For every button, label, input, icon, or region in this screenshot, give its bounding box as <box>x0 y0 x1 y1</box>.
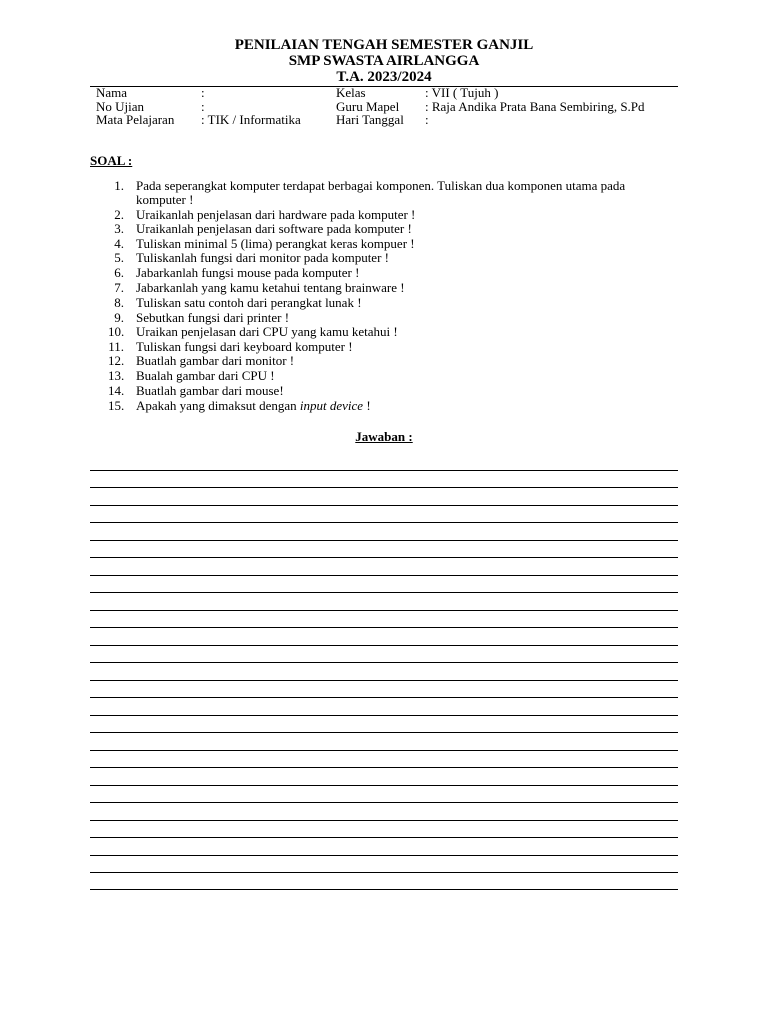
question-text: Jabarkanlah yang kamu ketahui tentang brainware ! <box>136 280 405 295</box>
answer-line <box>90 872 678 873</box>
question-number: 2. <box>114 207 124 222</box>
question-text-after: ! <box>363 398 371 413</box>
question-number: 3. <box>114 221 124 236</box>
answer-line <box>90 575 678 576</box>
nama-label: Nama <box>96 85 128 100</box>
question-text: Jabarkanlah fungsi mouse pada komputer ! <box>136 265 360 280</box>
question-text: Sebutkan fungsi dari printer ! <box>136 310 290 325</box>
question-text: Tuliskan satu contoh dari perangkat lunak ! <box>136 295 362 310</box>
soal-heading: SOAL : <box>90 153 133 168</box>
question-text <box>136 399 676 413</box>
answer-line <box>90 645 678 646</box>
question-number: 14. <box>108 383 125 398</box>
answer-line <box>90 662 678 663</box>
question-number: 1. <box>114 178 124 193</box>
guru-mapel-label: Guru Mapel <box>336 99 400 114</box>
question-text: Tuliskanlah fungsi dari monitor pada komputer ! <box>136 250 389 265</box>
answer-line <box>90 557 678 558</box>
mata-pelajaran-label: Mata Pelajaran <box>96 112 175 127</box>
hari-tanggal-value: : <box>425 112 429 127</box>
question-number: 11. <box>108 339 124 354</box>
guru-mapel-value: : Raja Andika Prata Bana Sembiring, S.Pd <box>425 99 645 114</box>
question-text: Uraikanlah penjelasan dari software pada komputer ! <box>136 221 412 236</box>
question-number: 5. <box>114 250 124 265</box>
question-text: Buatlah gambar dari mouse! <box>136 383 284 398</box>
answer-line <box>90 697 678 698</box>
question-number: 13. <box>108 368 125 383</box>
nama-value: : <box>201 85 205 100</box>
question-text: Uraikanlah penjelasan dari hardware pada komputer ! <box>136 207 416 222</box>
answer-line <box>90 505 678 506</box>
answer-line <box>90 785 678 786</box>
question-text-before: Apakah yang dimaksut dengan <box>136 398 300 413</box>
jawaban-heading: Jawaban : <box>355 429 413 444</box>
question-text: Bualah gambar dari CPU ! <box>136 368 275 383</box>
academic-year: T.A. 2023/2024 <box>336 69 432 85</box>
info-top-rule <box>90 86 678 87</box>
answer-line <box>90 750 678 751</box>
question-number: 8. <box>114 295 124 310</box>
exam-title: PENILAIAN TENGAH SEMESTER GANJIL <box>234 37 534 53</box>
question-text-italic: input device <box>299 398 364 413</box>
answer-line <box>90 522 678 523</box>
question-number: 9. <box>114 310 124 325</box>
question-text: Pada seperangkat komputer terdapat berbagai komponen. Tuliskan dua komponen utama pada komputer ! <box>136 178 626 207</box>
question-number: 15. <box>108 398 125 413</box>
mata-pelajaran-value: : TIK / Informatika <box>201 112 301 127</box>
answer-line <box>90 540 678 541</box>
answer-line <box>90 889 678 890</box>
kelas-value: : VII ( Tujuh ) <box>425 85 499 100</box>
no-ujian-value: : <box>201 99 205 114</box>
question-text: Buatlah gambar dari monitor ! <box>136 353 295 368</box>
school-name: SMP SWASTA AIRLANGGA <box>288 53 480 69</box>
question-number: 12. <box>108 353 125 368</box>
hari-tanggal-label: Hari Tanggal <box>336 112 404 127</box>
answer-line <box>90 732 678 733</box>
answer-line <box>90 610 678 611</box>
question-number: 10. <box>108 324 125 339</box>
answer-line <box>90 470 678 471</box>
answer-line <box>90 820 678 821</box>
question-number: 7. <box>114 280 124 295</box>
answer-line <box>90 855 678 856</box>
answer-line <box>90 767 678 768</box>
question-number: 4. <box>114 236 124 251</box>
answer-line <box>90 802 678 803</box>
answer-line <box>90 837 678 838</box>
answer-line <box>90 592 678 593</box>
question-text: Tuliskan minimal 5 (lima) perangkat keras kompuer ! <box>136 236 415 251</box>
answer-line <box>90 627 678 628</box>
answer-line <box>90 487 678 488</box>
answer-line <box>90 680 678 681</box>
no-ujian-label: No Ujian <box>96 99 145 114</box>
question-text: Tuliskan fungsi dari keyboard komputer ! <box>136 339 353 354</box>
answer-line <box>90 715 678 716</box>
question-text: Uraikan penjelasan dari CPU yang kamu ketahui ! <box>136 324 398 339</box>
kelas-label: Kelas <box>336 85 366 100</box>
question-number: 6. <box>114 265 124 280</box>
